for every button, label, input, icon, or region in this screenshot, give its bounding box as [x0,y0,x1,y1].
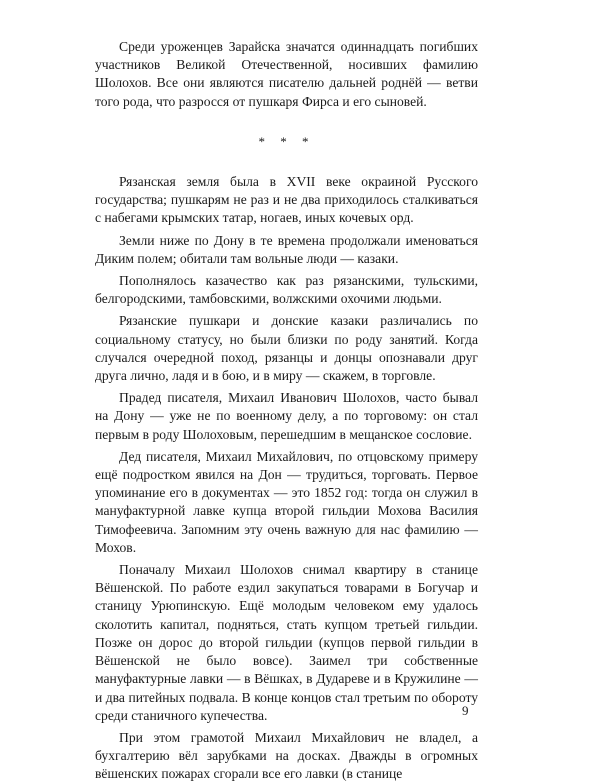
paragraph-veshenskaya-merchant: Поначалу Михаил Шолохов снимал квартиру в станице Вёшенской. По работе ездил закупаться товарами в Богучар и станицу Урюпинскую. Ещё молодым человеком ему удалось сколотить капитал, подняться, стать купцом третьей гильдии. Позже он дорос до второй гильдии (купцов первой гильдии в Вёшенской не было вовсе). Заимел три собственные мануфактурные лавки — в Вёшках, в Дудареве и в Кружилине — и два питейных подвала. В конце концов стал третьим по обороту среди станичного купечества. [95,562,478,723]
section-separator: * * * [258,133,315,149]
page-number: 9 [462,703,469,718]
paragraph-zaraysk-natives: Среди уроженцев Зарайска значатся одиннадцать погибших участников Великой Отечественной, носивших фамилию Шолохов. Все они являются писателю дальней роднёй — ветви того рода, что разросся от пушкаря Фирса и его сыновей. [95,39,478,109]
paragraph-gunners-and-cossacks: Рязанские пушкари и донские казаки различались по социальному статусу, но были близки по роду занятий. Когда случался очередной поход, рязанцы и донцы опознавали друг друга лично, ладя и в бою, и в миру — скажем, в торговле. [95,313,478,384]
paragraph-cossack-replenishment: Пополнялось казачество как раз рязанскими, тульскими, белгородскими, тамбовскими, волжскими охочими людьми. [95,273,478,307]
paragraph-literacy-and-fires: При этом грамотой Михаил Михайлович не владел, а бухгалтерию вёл зарубками на досках. Дважды в огромных вёшенских пожарах сгорали все его лавки (в станице [95,729,478,782]
paragraph-wild-field: Земли ниже по Дону в те времена продолжали именоваться Диким полем; обитали там вольные люди — казаки. [95,232,478,266]
paragraph-ryazan-land: Рязанская земля была в XVII веке окраиной Русского государства; пушкарям не раз и не два приходилось сталкиваться с набегами крымских татар, ногаев, иных кочевых орд. [95,174,478,226]
page-text-body [95,38,478,784]
paragraph-great-grandfather: Прадед писателя, Михаил Иванович Шолохов, часто бывал на Дону — уже не по военному делу, а по торговому: он стал первым в роду Шолоховым, перешедшим в мещанское сословие. [95,390,478,442]
paragraph-grandfather: Дед писателя, Михаил Михайлович, по отцовскому примеру ещё подростком явился на Дон — трудиться, торговать. Первое упоминание его в документах — это 1852 год: тогда он служил в мануфактурной лавке купца второй гильдии Мохова Василия Тимофеевича. Запомним эту очень важную для нас фамилию — Мохов. [95,448,478,555]
